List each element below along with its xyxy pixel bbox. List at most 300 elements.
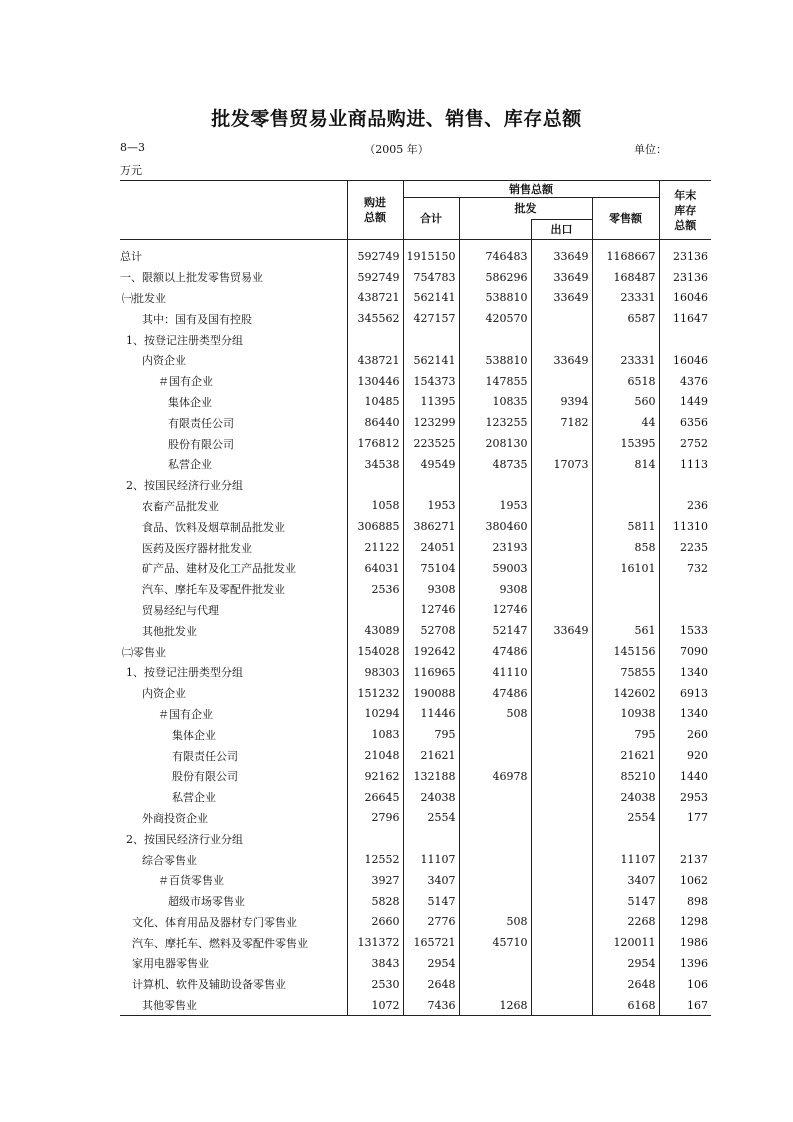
export-cell [531, 433, 592, 454]
export-cell: 33649 [531, 620, 592, 641]
export-cell [531, 537, 592, 558]
retail-cell: 23331 [592, 288, 659, 309]
export-cell [531, 932, 592, 953]
stock-cell: 6913 [659, 683, 711, 704]
purchase-cell: 43089 [347, 620, 403, 641]
wholesale-cell: 23193 [459, 537, 531, 558]
stock-cell: 898 [659, 891, 711, 912]
sales-subtotal-cell: 123299 [403, 412, 459, 433]
retail-cell: 44 [592, 412, 659, 433]
retail-cell: 16101 [592, 558, 659, 579]
retail-cell [592, 496, 659, 517]
stock-cell: 2752 [659, 433, 711, 454]
unit-value: 万元 [120, 164, 142, 177]
retail-cell: 814 [592, 454, 659, 475]
retail-cell: 24038 [592, 787, 659, 808]
stock-cell: 260 [659, 724, 711, 745]
table-row [120, 974, 711, 995]
stock-cell: 1533 [659, 620, 711, 641]
table-row [120, 371, 711, 392]
export-cell [531, 371, 592, 392]
sales-subtotal-cell: 24038 [403, 787, 459, 808]
stock-cell: 4376 [659, 371, 711, 392]
row-label: 综合零售业 [142, 853, 197, 867]
purchase-cell: 592749 [347, 267, 403, 288]
stock-cell: 1440 [659, 766, 711, 787]
sales-subtotal-cell: 52708 [403, 620, 459, 641]
export-cell: 33649 [531, 350, 592, 371]
export-cell: 7182 [531, 412, 592, 433]
purchase-cell: 64031 [347, 558, 403, 579]
table-row [120, 745, 711, 766]
purchase-cell: 92162 [347, 766, 403, 787]
wholesale-cell: 9308 [459, 579, 531, 600]
stock-cell: 23136 [659, 267, 711, 288]
sales-subtotal-cell: 1915150 [403, 240, 459, 267]
purchase-cell: 26645 [347, 787, 403, 808]
sales-subtotal-cell: 562141 [403, 288, 459, 309]
export-cell: 9394 [531, 392, 592, 413]
table-row [120, 766, 711, 787]
row-label: 内资企业 [142, 354, 186, 368]
row-label: 一、限额以上批发零售贸易业 [120, 271, 263, 285]
export-cell [531, 329, 592, 350]
export-cell [531, 558, 592, 579]
export-cell [531, 496, 592, 517]
table-row [120, 412, 711, 433]
export-cell [531, 641, 592, 662]
sales-subtotal-cell [403, 828, 459, 849]
row-label: 私营企业 [168, 458, 212, 472]
row-label: 家用电器零售业 [132, 957, 209, 971]
stock-cell: 1113 [659, 454, 711, 475]
export-cell: 17073 [531, 454, 592, 475]
retail-cell: 168487 [592, 267, 659, 288]
sales-subtotal-cell: 11395 [403, 392, 459, 413]
retail-cell: 10938 [592, 704, 659, 725]
sales-subtotal-cell: 21621 [403, 745, 459, 766]
stock-cell: 16046 [659, 350, 711, 371]
purchase-cell: 5828 [347, 891, 403, 912]
stock-cell: 1340 [659, 662, 711, 683]
stock-cell [659, 329, 711, 350]
sales-subtotal-cell: 2554 [403, 808, 459, 829]
header-item-column [120, 181, 347, 240]
sales-subtotal-cell: 2954 [403, 953, 459, 974]
stock-cell: 11310 [659, 516, 711, 537]
wholesale-cell: 12746 [459, 600, 531, 621]
purchase-cell: 154028 [347, 641, 403, 662]
wholesale-cell: 586296 [459, 267, 531, 288]
retail-cell [592, 579, 659, 600]
table-row [120, 662, 711, 683]
table-row [120, 240, 711, 267]
export-cell [531, 912, 592, 933]
table-row [120, 912, 711, 933]
retail-cell: 2954 [592, 953, 659, 974]
purchase-cell: 345562 [347, 308, 403, 329]
sales-subtotal-cell: 154373 [403, 371, 459, 392]
sales-subtotal-cell: 754783 [403, 267, 459, 288]
export-cell [531, 870, 592, 891]
retail-cell: 2648 [592, 974, 659, 995]
row-label: 农畜产品批发业 [142, 499, 219, 513]
export-cell [531, 745, 592, 766]
table-row [120, 932, 711, 953]
table-row [120, 537, 711, 558]
purchase-cell: 10485 [347, 392, 403, 413]
stock-cell: 920 [659, 745, 711, 766]
wholesale-cell: 48735 [459, 454, 531, 475]
row-label: 有限责任公司 [168, 416, 234, 430]
wholesale-cell [459, 787, 531, 808]
wholesale-cell: 508 [459, 704, 531, 725]
stock-cell [659, 828, 711, 849]
wholesale-cell: 1268 [459, 995, 531, 1016]
stock-cell [659, 475, 711, 496]
purchase-cell: 86440 [347, 412, 403, 433]
purchase-cell: 438721 [347, 288, 403, 309]
row-label: ＃国有企业 [158, 707, 213, 721]
retail-cell: 21621 [592, 745, 659, 766]
table-row [120, 953, 711, 974]
header-wholesale: 批发 [459, 198, 592, 220]
stock-cell: 16046 [659, 288, 711, 309]
row-label: 总计 [120, 250, 142, 264]
stock-cell: 1340 [659, 704, 711, 725]
wholesale-cell: 147855 [459, 371, 531, 392]
row-label: 私营企业 [172, 791, 216, 805]
export-cell [531, 953, 592, 974]
header-wholesale-blank [459, 220, 531, 240]
purchase-cell: 10294 [347, 704, 403, 725]
stock-cell: 2235 [659, 537, 711, 558]
sales-subtotal-cell: 116965 [403, 662, 459, 683]
purchase-cell: 130446 [347, 371, 403, 392]
export-cell [531, 787, 592, 808]
stock-cell: 236 [659, 496, 711, 517]
export-cell [531, 828, 592, 849]
retail-cell: 5147 [592, 891, 659, 912]
export-cell [531, 662, 592, 683]
stock-cell: 1062 [659, 870, 711, 891]
stock-cell: 167 [659, 995, 711, 1016]
wholesale-cell [459, 953, 531, 974]
sales-subtotal-cell: 223525 [403, 433, 459, 454]
retail-cell: 561 [592, 620, 659, 641]
retail-cell: 11107 [592, 849, 659, 870]
sales-subtotal-cell: 5147 [403, 891, 459, 912]
retail-cell: 858 [592, 537, 659, 558]
wholesale-cell [459, 808, 531, 829]
purchase-cell: 592749 [347, 240, 403, 267]
purchase-cell [347, 600, 403, 621]
wholesale-cell: 1953 [459, 496, 531, 517]
row-label: 其他零售业 [120, 995, 347, 1016]
wholesale-cell: 46978 [459, 766, 531, 787]
purchase-cell: 21122 [347, 537, 403, 558]
table-row [120, 579, 711, 600]
wholesale-cell [459, 724, 531, 745]
row-label: 汽车、摩托车及零配件批发业 [142, 583, 285, 597]
sales-subtotal-cell: 795 [403, 724, 459, 745]
row-label: 其他批发业 [142, 624, 197, 638]
row-label: 计算机、软件及辅助设备零售业 [132, 978, 286, 992]
wholesale-cell [459, 891, 531, 912]
export-cell [531, 600, 592, 621]
wholesale-cell: 380460 [459, 516, 531, 537]
sales-subtotal-cell: 132188 [403, 766, 459, 787]
stock-cell [659, 579, 711, 600]
export-cell [531, 995, 592, 1016]
sales-subtotal-cell: 1953 [403, 496, 459, 517]
row-label: 食品、饮料及烟草制品批发业 [142, 520, 285, 534]
stock-cell: 1449 [659, 392, 711, 413]
purchase-cell: 98303 [347, 662, 403, 683]
sales-subtotal-cell: 24051 [403, 537, 459, 558]
retail-cell [592, 600, 659, 621]
stock-cell: 732 [659, 558, 711, 579]
table-row [120, 870, 711, 891]
retail-cell: 3407 [592, 870, 659, 891]
table-row [120, 558, 711, 579]
wholesale-cell: 47486 [459, 683, 531, 704]
stock-cell: 2953 [659, 787, 711, 808]
row-label: 1、按登记注册类型分组 [126, 333, 243, 347]
export-cell [531, 704, 592, 725]
sales-subtotal-cell: 190088 [403, 683, 459, 704]
retail-cell: 795 [592, 724, 659, 745]
table-row [120, 329, 711, 350]
row-label: ㈡零售业 [122, 645, 166, 659]
wholesale-cell: 208130 [459, 433, 531, 454]
purchase-cell: 3927 [347, 870, 403, 891]
row-label: 汽车、摩托车、燃料及零配件零售业 [132, 936, 308, 950]
stock-cell: 1298 [659, 912, 711, 933]
sales-subtotal-cell: 386271 [403, 516, 459, 537]
row-label: 1、按登记注册类型分组 [126, 666, 243, 680]
row-label: 超级市场零售业 [168, 895, 245, 909]
table-row [120, 496, 711, 517]
sales-subtotal-cell: 75104 [403, 558, 459, 579]
retail-cell: 2554 [592, 808, 659, 829]
retail-cell: 120011 [592, 932, 659, 953]
table-row [120, 433, 711, 454]
stock-cell: 2137 [659, 849, 711, 870]
table-row [120, 350, 711, 371]
sales-subtotal-cell: 49549 [403, 454, 459, 475]
stock-cell: 7090 [659, 641, 711, 662]
header-export: 出口 [531, 220, 592, 240]
wholesale-cell: 52147 [459, 620, 531, 641]
purchase-cell: 2796 [347, 808, 403, 829]
export-cell [531, 891, 592, 912]
sales-subtotal-cell: 562141 [403, 350, 459, 371]
row-label: 文化、体育用品及器材专门零售业 [132, 915, 297, 929]
wholesale-cell: 45710 [459, 932, 531, 953]
wholesale-cell: 508 [459, 912, 531, 933]
table-row [120, 724, 711, 745]
table-row [120, 828, 711, 849]
export-cell [531, 475, 592, 496]
purchase-cell: 34538 [347, 454, 403, 475]
retail-cell: 23331 [592, 350, 659, 371]
table-row [120, 600, 711, 621]
export-cell [531, 308, 592, 329]
wholesale-cell: 538810 [459, 350, 531, 371]
table-row [120, 641, 711, 662]
wholesale-cell [459, 475, 531, 496]
row-label: 集体企业 [172, 728, 216, 742]
stock-cell: 106 [659, 974, 711, 995]
table-row [120, 704, 711, 725]
wholesale-cell: 538810 [459, 288, 531, 309]
header-sales-total: 销售总额 [403, 181, 659, 198]
sales-subtotal-cell: 11107 [403, 849, 459, 870]
retail-cell: 85210 [592, 766, 659, 787]
purchase-cell: 3843 [347, 953, 403, 974]
sales-subtotal-cell: 2648 [403, 974, 459, 995]
row-label: ㈠批发业 [122, 291, 166, 305]
purchase-cell [347, 329, 403, 350]
sales-subtotal-cell: 7436 [403, 995, 459, 1016]
purchase-cell: 2660 [347, 912, 403, 933]
wholesale-cell [459, 745, 531, 766]
export-cell [531, 849, 592, 870]
purchase-cell: 2530 [347, 974, 403, 995]
retail-cell: 6518 [592, 371, 659, 392]
table-row [120, 392, 711, 413]
export-cell [531, 683, 592, 704]
table-code: 8—3 [120, 141, 145, 154]
stock-cell: 23136 [659, 240, 711, 267]
row-label: ＃百货零售业 [158, 874, 224, 888]
table-row [120, 995, 711, 1016]
header-year-end-stock: 年末 库存 总额 [659, 181, 711, 240]
retail-cell: 1168667 [592, 240, 659, 267]
row-label: 矿产品、建材及化工产品批发业 [142, 562, 296, 576]
row-label: 股份有限公司 [168, 437, 234, 451]
sales-subtotal-cell: 192642 [403, 641, 459, 662]
retail-cell: 75855 [592, 662, 659, 683]
table-year: （2005 年） [364, 143, 429, 156]
wholesale-cell: 420570 [459, 308, 531, 329]
sales-subtotal-cell: 165721 [403, 932, 459, 953]
purchase-cell: 21048 [347, 745, 403, 766]
wholesale-cell: 47486 [459, 641, 531, 662]
row-label: ＃国有企业 [158, 375, 213, 389]
sales-subtotal-cell: 9308 [403, 579, 459, 600]
stock-cell: 6356 [659, 412, 711, 433]
wholesale-cell [459, 329, 531, 350]
retail-cell: 142602 [592, 683, 659, 704]
purchase-cell: 1072 [347, 995, 403, 1016]
statistics-table [120, 180, 711, 1016]
wholesale-cell [459, 974, 531, 995]
table-row [120, 267, 711, 288]
retail-cell: 15395 [592, 433, 659, 454]
purchase-cell [347, 828, 403, 849]
stock-cell: 177 [659, 808, 711, 829]
retail-cell: 5811 [592, 516, 659, 537]
table-row [120, 620, 711, 641]
sales-subtotal-cell [403, 329, 459, 350]
wholesale-cell: 59003 [459, 558, 531, 579]
row-label: 贸易经纪与代理 [142, 603, 219, 617]
header-retail: 零售额 [592, 198, 659, 240]
sales-subtotal-cell [403, 475, 459, 496]
table-row [120, 683, 711, 704]
table-row [120, 475, 711, 496]
stock-cell: 1396 [659, 953, 711, 974]
unit-label: 单位： [634, 143, 667, 156]
table-row [120, 516, 711, 537]
wholesale-cell [459, 849, 531, 870]
retail-cell: 6587 [592, 308, 659, 329]
export-cell [531, 516, 592, 537]
export-cell [531, 724, 592, 745]
table-row [120, 808, 711, 829]
export-cell: 33649 [531, 240, 592, 267]
retail-cell: 6168 [592, 995, 659, 1016]
sales-subtotal-cell: 3407 [403, 870, 459, 891]
table-row [120, 891, 711, 912]
purchase-cell: 151232 [347, 683, 403, 704]
retail-cell [592, 475, 659, 496]
purchase-cell: 1058 [347, 496, 403, 517]
export-cell: 33649 [531, 267, 592, 288]
header-purchase-total: 购进 总额 [347, 181, 403, 240]
page-title: 批发零售贸易业商品购进、销售、库存总额 [211, 108, 582, 130]
sales-subtotal-cell: 12746 [403, 600, 459, 621]
row-label: 其中：国有及国有控股 [142, 312, 252, 326]
export-cell [531, 579, 592, 600]
purchase-cell: 131372 [347, 932, 403, 953]
row-label: 内资企业 [142, 687, 186, 701]
purchase-cell: 2536 [347, 579, 403, 600]
row-label: 2、按国民经济行业分组 [126, 479, 243, 493]
sales-subtotal-cell: 427157 [403, 308, 459, 329]
wholesale-cell [459, 828, 531, 849]
retail-cell: 145156 [592, 641, 659, 662]
retail-cell [592, 828, 659, 849]
retail-cell: 560 [592, 392, 659, 413]
wholesale-cell: 123255 [459, 412, 531, 433]
purchase-cell [347, 475, 403, 496]
stock-cell: 1986 [659, 932, 711, 953]
wholesale-cell: 10835 [459, 392, 531, 413]
export-cell [531, 974, 592, 995]
sales-subtotal-cell: 2776 [403, 912, 459, 933]
export-cell: 33649 [531, 288, 592, 309]
table-row [120, 787, 711, 808]
row-label: 2、按国民经济行业分组 [126, 832, 243, 846]
export-cell [531, 766, 592, 787]
table-row [120, 288, 711, 309]
export-cell [531, 808, 592, 829]
table-row [120, 454, 711, 475]
stock-cell: 11647 [659, 308, 711, 329]
row-label: 外商投资企业 [142, 811, 208, 825]
purchase-cell: 438721 [347, 350, 403, 371]
sales-subtotal-cell: 11446 [403, 704, 459, 725]
wholesale-cell [459, 870, 531, 891]
wholesale-cell: 41110 [459, 662, 531, 683]
row-label: 股份有限公司 [172, 770, 238, 784]
retail-cell [592, 329, 659, 350]
purchase-cell: 176812 [347, 433, 403, 454]
row-label: 有限责任公司 [172, 749, 238, 763]
